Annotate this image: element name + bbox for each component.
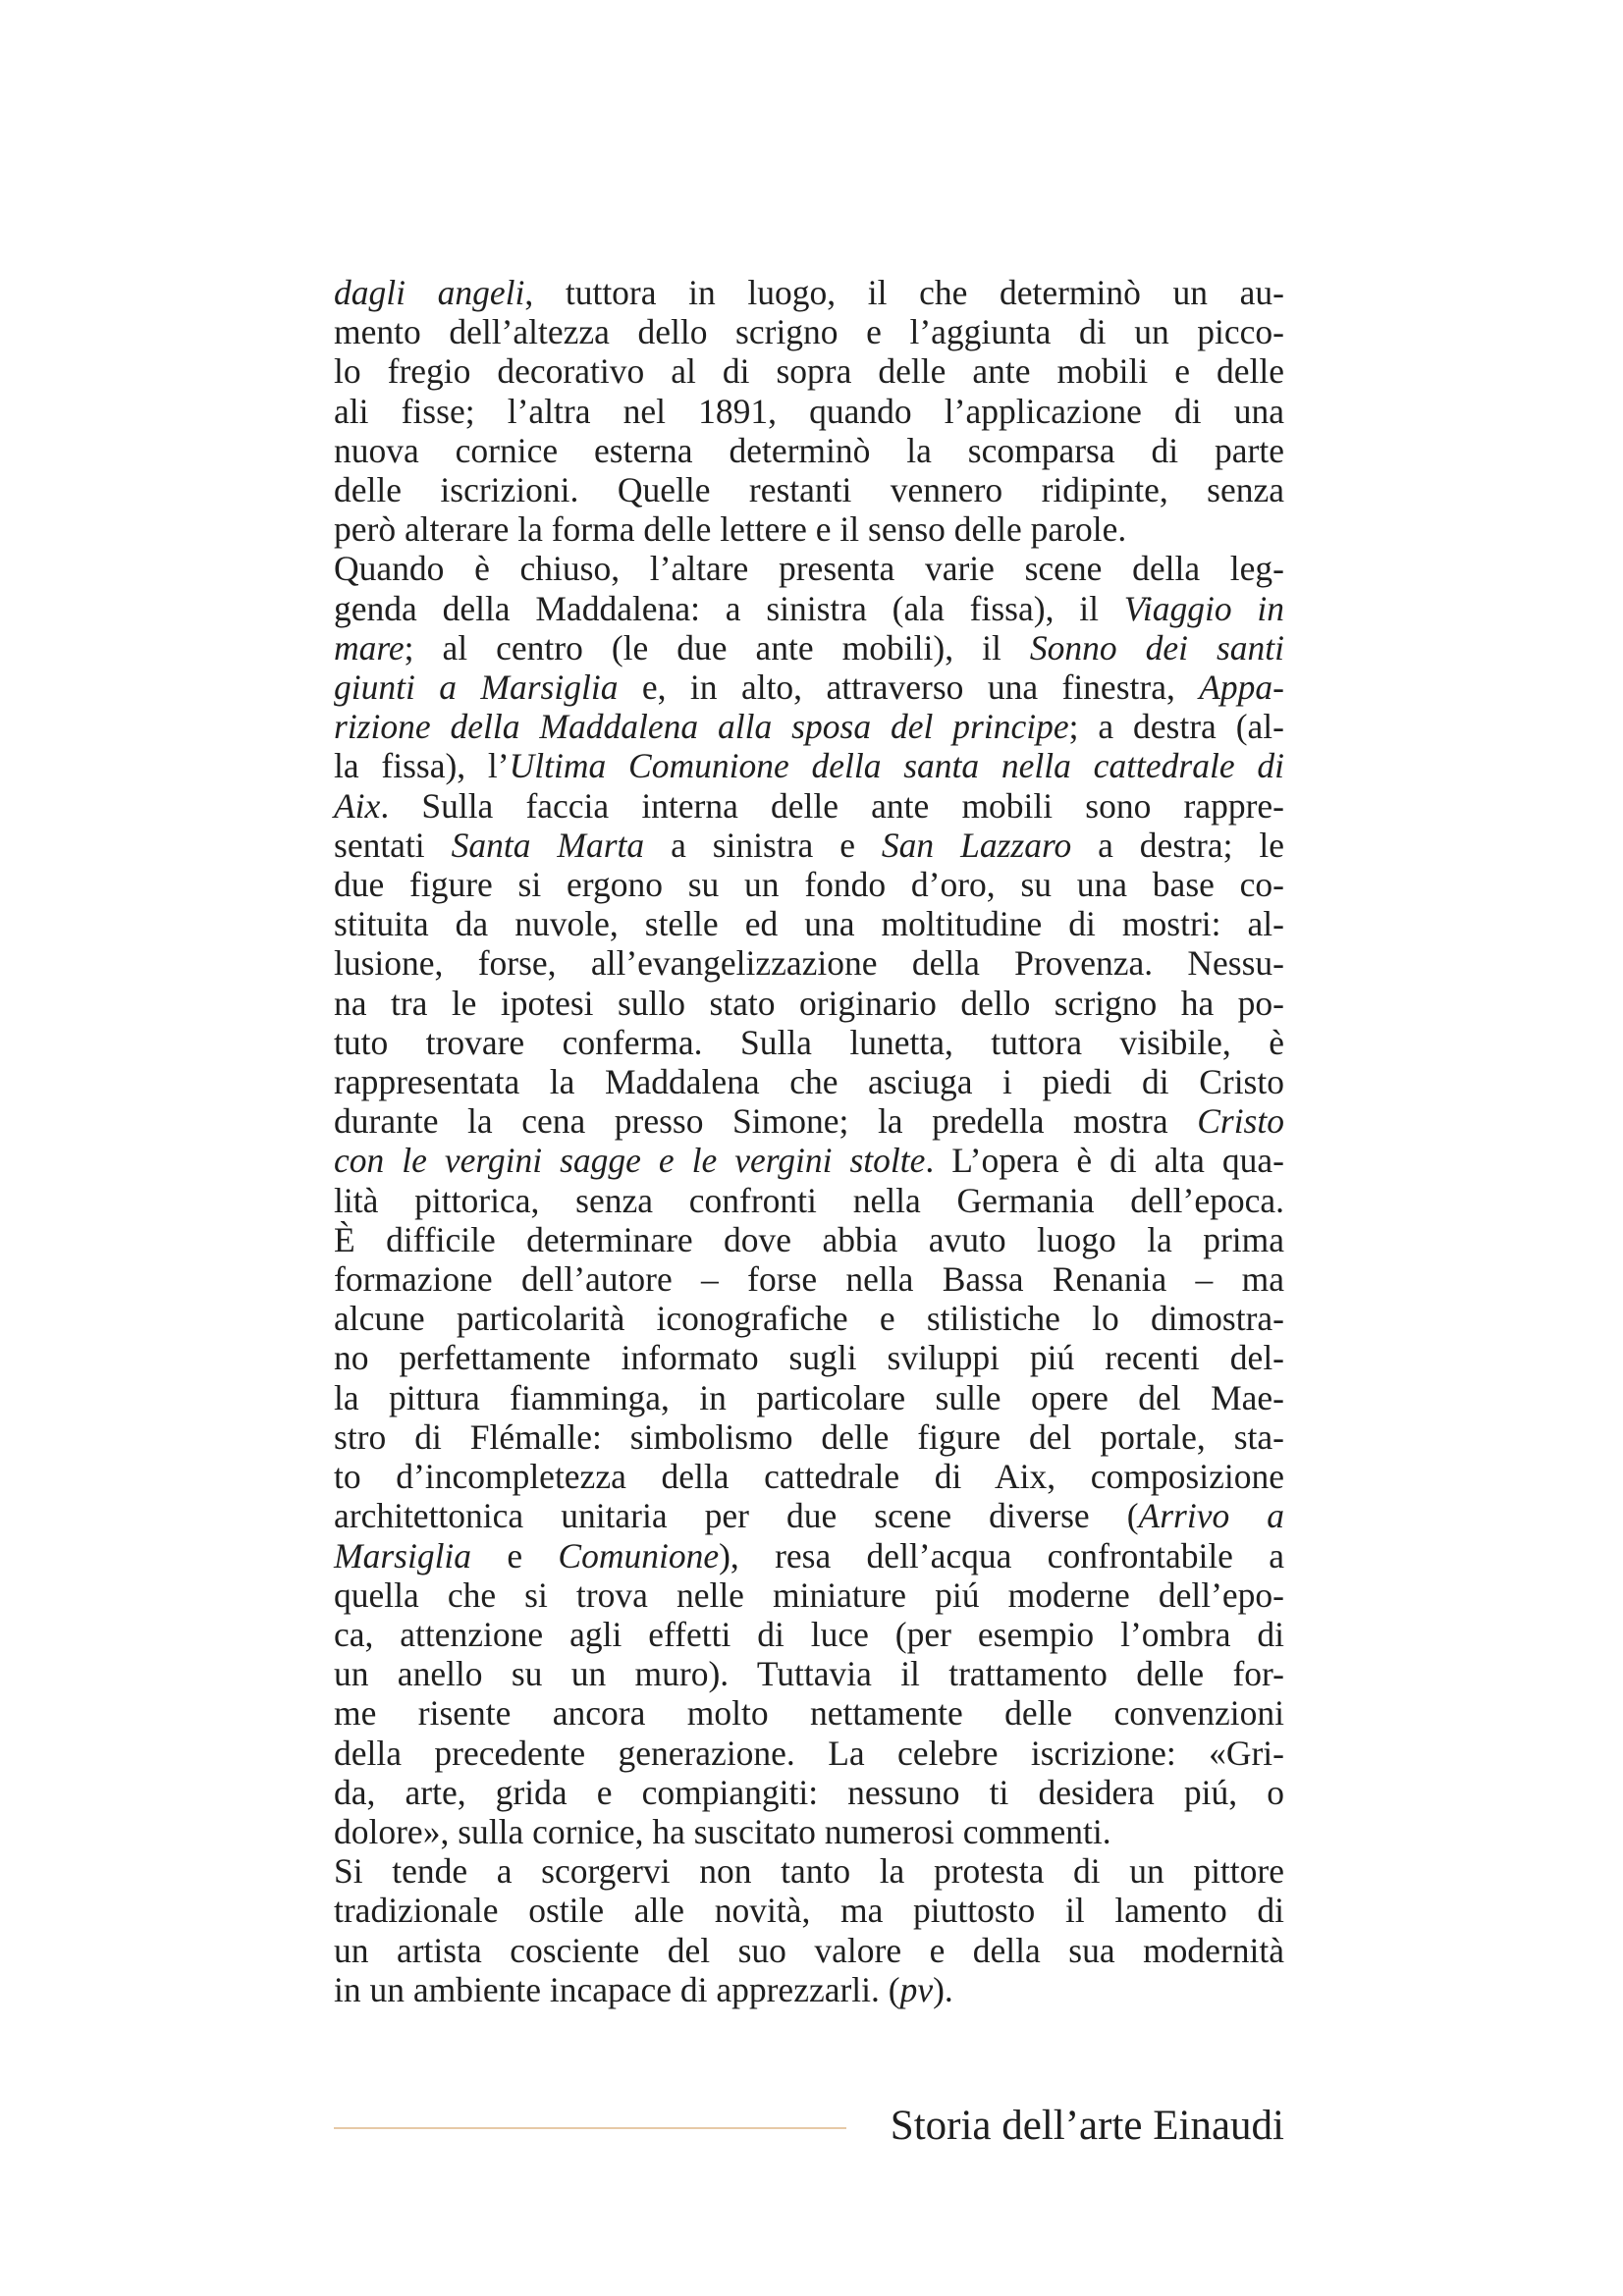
text-line — [334, 1615, 1284, 1654]
italic-text-run: San Lazzaro — [881, 825, 1072, 865]
text-run: to d’incompletezza della cattedrale di Aix, composizione — [334, 1457, 1284, 1497]
text-run: no perfettamente informato sugli sviluppi piú recenti del- — [334, 1338, 1284, 1378]
text-line — [334, 1378, 1284, 1417]
italic-text-run: dagli angeli — [334, 273, 525, 312]
text-line — [334, 1536, 1284, 1575]
text-run: mento dell’altezza dello scrigno e l’aggiunta di un picco- — [334, 312, 1284, 352]
text-line — [334, 1575, 1284, 1615]
italic-text-run: Santa Marta — [451, 825, 645, 865]
text-run: . Sulla faccia interna delle ante mobili sono rappre- — [380, 785, 1284, 826]
text-run: ; a destra (al- — [1068, 707, 1284, 747]
text-run: e — [471, 1535, 559, 1575]
text-line — [334, 1457, 1284, 1496]
text-run: ca, attenzione agli effetti di luce (per esempio l’ombra di — [334, 1614, 1284, 1654]
text-line — [334, 1970, 1284, 2009]
italic-text-run: Comunione — [558, 1535, 720, 1575]
text-line — [334, 1851, 1284, 1891]
italic-text-run: Marsiglia — [334, 1535, 472, 1575]
text-run: na tra le ipotesi sullo stato originario dello scrigno ha po- — [334, 983, 1284, 1023]
text-line — [334, 865, 1284, 904]
text-run: alcune particolarità iconografiche e stilistiche lo dimostra- — [334, 1299, 1284, 1339]
text-run: delle iscrizioni. Quelle restanti vennero ridipinte, senza — [334, 470, 1284, 510]
text-run: ), resa dell’acqua confrontabile a — [719, 1535, 1284, 1575]
italic-text-run: Aix — [334, 785, 381, 826]
text-run: Si tende a scorgervi non tanto la protesta di un pittore — [334, 1851, 1284, 1892]
italic-text-run: con le vergini sagge e le vergini stolte — [334, 1141, 926, 1181]
text-run: Quando è chiuso, l’altare presenta varie scene della leg- — [334, 549, 1284, 589]
text-line — [334, 1259, 1284, 1299]
text-run: sentati — [334, 825, 452, 865]
text-line — [334, 509, 1284, 549]
text-run: ; al centro (le due ante mobili), il — [404, 627, 1030, 667]
italic-text-run: mare — [334, 627, 405, 667]
text-line — [334, 826, 1284, 865]
text-run: a sinistra e — [644, 825, 882, 865]
italic-text-run: Appa- — [1199, 667, 1285, 708]
text-run: nuova cornice esterna determinò la scomparsa di parte — [334, 430, 1284, 470]
text-line — [334, 1023, 1284, 1062]
text-run: È difficile determinare dove abbia avuto luogo la prima — [334, 1219, 1284, 1259]
text-run: , tuttora in luogo, il che determinò un au- — [524, 273, 1284, 312]
text-run: stituita da nuvole, stelle ed una moltitudine di mostri: al- — [334, 904, 1284, 944]
text-run: quella che si trova nelle miniature piú moderne dell’epo- — [334, 1575, 1284, 1615]
text-line — [334, 1220, 1284, 1259]
text-line — [334, 943, 1284, 983]
text-run: lusione, forse, all’evangelizzazione della Provenza. Nessu- — [334, 943, 1284, 984]
text-line — [334, 549, 1284, 588]
text-run: due figure si ergono su un fondo d’oro, su una base co- — [334, 865, 1284, 905]
text-line — [334, 1338, 1284, 1377]
text-line — [334, 1654, 1284, 1693]
text-line — [334, 431, 1284, 470]
text-line — [334, 786, 1284, 826]
text-run: ). — [933, 1969, 953, 2009]
text-line — [334, 312, 1284, 351]
text-line — [334, 273, 1284, 312]
italic-text-run: pv — [899, 1969, 934, 2009]
text-line — [334, 1062, 1284, 1101]
text-line — [334, 1417, 1284, 1457]
text-run: e, in alto, attraverso una finestra, — [618, 667, 1200, 708]
footer-rule — [334, 2127, 846, 2129]
text-line — [334, 351, 1284, 391]
text-line — [334, 904, 1284, 943]
text-run: stro di Flémalle: simbolismo delle figure del portale, sta- — [334, 1416, 1284, 1457]
text-run: genda della Maddalena: a sinistra (ala fissa), il — [334, 588, 1124, 628]
text-run: durante la cena presso Simone; la predella mostra — [334, 1101, 1198, 1142]
text-line — [334, 984, 1284, 1023]
text-line — [334, 1141, 1284, 1180]
italic-text-run: rizione della Maddalena alla sposa del principe — [334, 707, 1069, 747]
text-run: tuto trovare conferma. Sulla lunetta, tuttora visibile, è — [334, 1022, 1284, 1062]
text-run: un artista cosciente del suo valore e della sua modernità — [334, 1930, 1284, 1970]
text-run: però alterare la forma delle lettere e il senso delle parole. — [334, 509, 1127, 550]
body-text — [334, 273, 1284, 2009]
text-line — [334, 707, 1284, 746]
text-run: me risente ancora molto nettamente delle convenzioni — [334, 1693, 1284, 1734]
text-line — [334, 470, 1284, 509]
text-run: lità pittorica, senza confronti nella Germania dell’epoca. — [334, 1180, 1284, 1220]
text-run: rappresentata la Maddalena che asciuga i piedi di Cristo — [334, 1062, 1284, 1102]
text-run: a destra; le — [1071, 825, 1284, 865]
italic-text-run: Viaggio in — [1123, 588, 1284, 628]
text-run: dolore», sulla cornice, ha suscitato numerosi commenti. — [334, 1811, 1111, 1851]
italic-text-run: Arrivo a — [1138, 1496, 1284, 1536]
text-run: un anello su un muro). Tuttavia il trattamento delle for- — [334, 1654, 1284, 1694]
italic-text-run: giunti a Marsiglia — [334, 667, 619, 708]
italic-text-run: Sonno dei santi — [1029, 627, 1284, 667]
text-line — [334, 1773, 1284, 1812]
text-line — [334, 1693, 1284, 1733]
text-run: ali fisse; l’altra nel 1891, quando l’applicazione di una — [334, 391, 1284, 431]
italic-text-run: Ultima Comunione della santa nella cattedrale di — [509, 746, 1284, 786]
footer-title: Storia dell’arte Einaudi — [890, 2103, 1284, 2149]
text-line — [334, 628, 1284, 667]
text-run: in un ambiente incapace di apprezzarli. ( — [334, 1969, 900, 2009]
text-run: la fissa), l’ — [334, 746, 510, 786]
text-line — [334, 1299, 1284, 1338]
text-run: . L’opera è di alta qua- — [925, 1141, 1284, 1181]
text-line — [334, 1101, 1284, 1141]
text-line — [334, 667, 1284, 707]
text-line — [334, 1891, 1284, 1930]
text-run: della precedente generazione. La celebre iscrizione: «Gri- — [334, 1733, 1284, 1773]
text-line — [334, 1931, 1284, 1970]
text-line — [334, 589, 1284, 628]
text-run: formazione dell’autore – forse nella Bassa Renania – ma — [334, 1259, 1284, 1300]
text-line — [334, 1496, 1284, 1535]
text-run: la pittura fiamminga, in particolare sulle opere del Mae- — [334, 1377, 1284, 1417]
text-run: da, arte, grida e compiangiti: nessuno ti desidera piú, o — [334, 1772, 1284, 1812]
text-line — [334, 1812, 1284, 1851]
text-run: architettonica unitaria per due scene diverse ( — [334, 1496, 1139, 1536]
italic-text-run: Cristo — [1197, 1101, 1284, 1142]
text-line — [334, 1734, 1284, 1773]
text-line — [334, 746, 1284, 785]
text-line — [334, 392, 1284, 431]
text-run: lo fregio decorativo al di sopra delle ante mobili e delle — [334, 351, 1284, 392]
text-run: tradizionale ostile alle novità, ma piuttosto il lamento di — [334, 1891, 1284, 1931]
text-line — [334, 1181, 1284, 1220]
